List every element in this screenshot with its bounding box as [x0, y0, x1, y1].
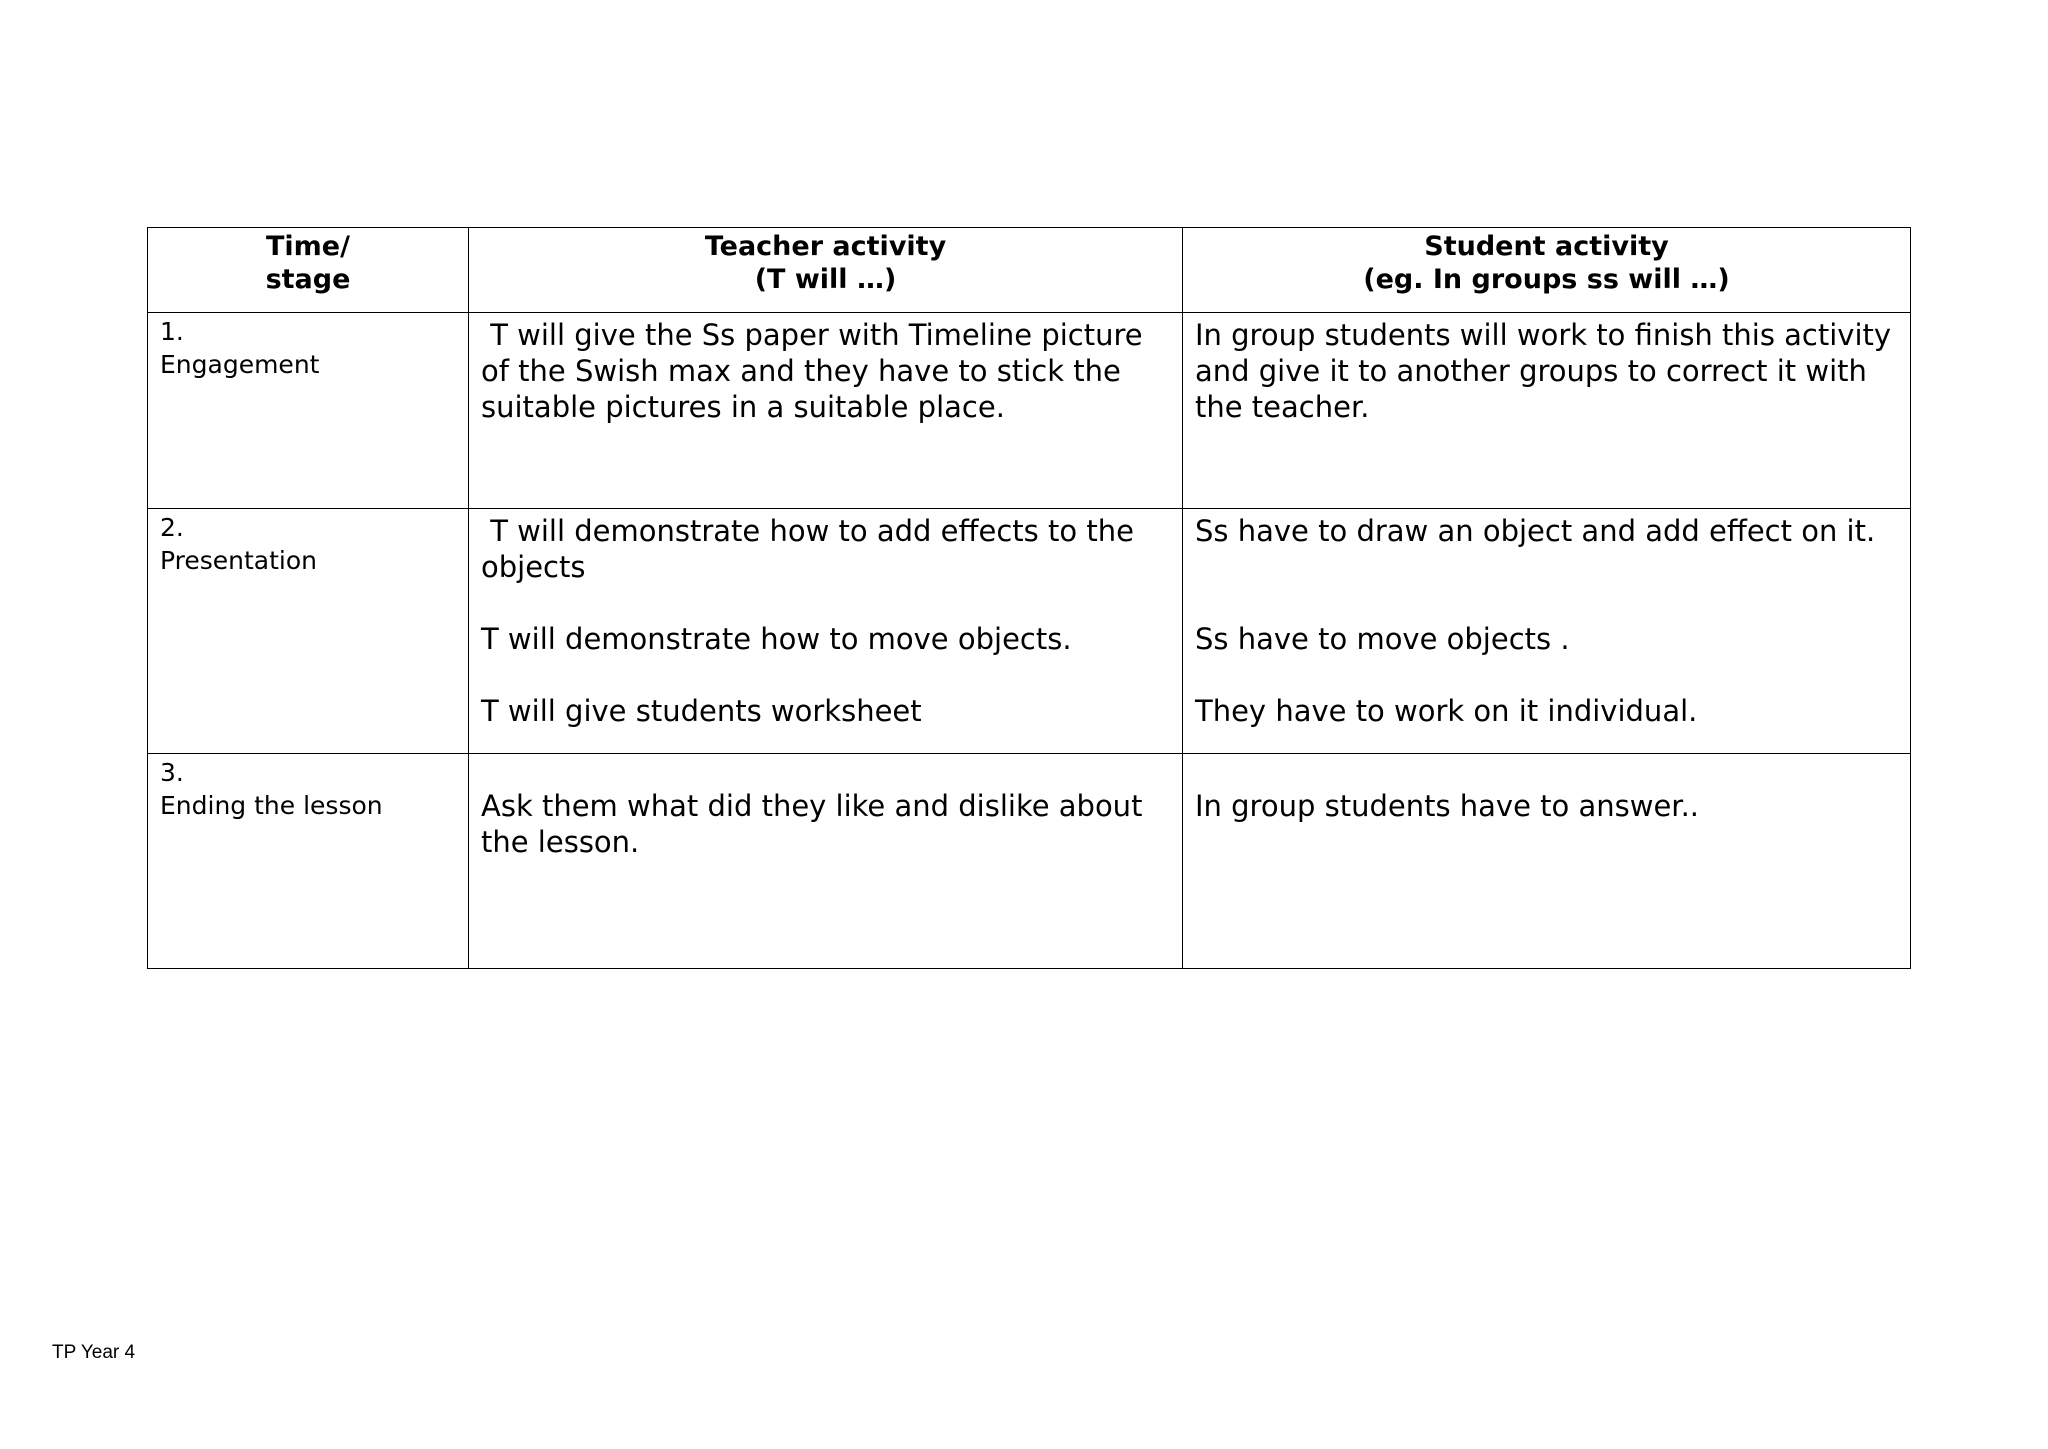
header-teacher-line-2: (T will …) [754, 264, 897, 295]
stage-label: Presentation [160, 546, 318, 575]
stage-cell [148, 754, 469, 969]
teacher-activity-cell [469, 509, 1183, 754]
teacher-activity-cell [469, 754, 1183, 969]
header-teacher-activity [469, 228, 1183, 313]
table-row [148, 509, 1911, 754]
table-header-row [148, 228, 1911, 313]
lesson-plan-table [147, 227, 1911, 969]
header-stage-line-1: Time/ [266, 231, 350, 262]
header-stage-line-2: stage [265, 264, 351, 295]
student-activity-text: They have to work on it individual. [1195, 694, 1698, 728]
table-row [148, 754, 1911, 969]
header-student-activity [1183, 228, 1911, 313]
student-activity-text: Ss have to move objects . [1195, 622, 1570, 656]
student-activity-cell [1183, 509, 1911, 754]
page-footer: TP Year 4 [52, 1342, 136, 1363]
stage-cell [148, 509, 469, 754]
teacher-activity-text: Ask them what did they like and dislike about the lesson. [481, 789, 1143, 859]
stage-label: Engagement [160, 350, 320, 379]
header-student-line-2: (eg. In groups ss will …) [1363, 264, 1730, 295]
table-row [148, 313, 1911, 509]
header-stage [148, 228, 469, 313]
teacher-activity-text: T will give the Ss paper with Timeline picture of the Swish max and they have to stick the suitable pictures in a suitable place. [481, 318, 1152, 424]
teacher-activity-cell [469, 313, 1183, 509]
header-teacher-line-1: Teacher activity [704, 231, 947, 262]
stage-number: 1. [160, 317, 184, 346]
student-activity-text: In group students will work to finish this activity and give it to another groups to correct it with the teacher. [1195, 318, 1892, 424]
teacher-activity-text: T will give students worksheet [481, 694, 922, 728]
student-activity-text: In group students have to answer.. [1195, 789, 1700, 823]
teacher-activity-text: T will demonstrate how to move objects. [481, 622, 1072, 656]
stage-number: 2. [160, 513, 184, 542]
teacher-activity-text: T will demonstrate how to add effects to the objects [481, 514, 1144, 584]
stage-label: Ending the lesson [160, 791, 383, 820]
student-activity-text: Ss have to draw an object and add effect on it. [1195, 514, 1876, 548]
stage-cell [148, 313, 469, 509]
student-activity-cell [1183, 754, 1911, 969]
student-activity-cell [1183, 313, 1911, 509]
stage-number: 3. [160, 758, 184, 787]
header-student-line-1: Student activity [1424, 231, 1669, 262]
